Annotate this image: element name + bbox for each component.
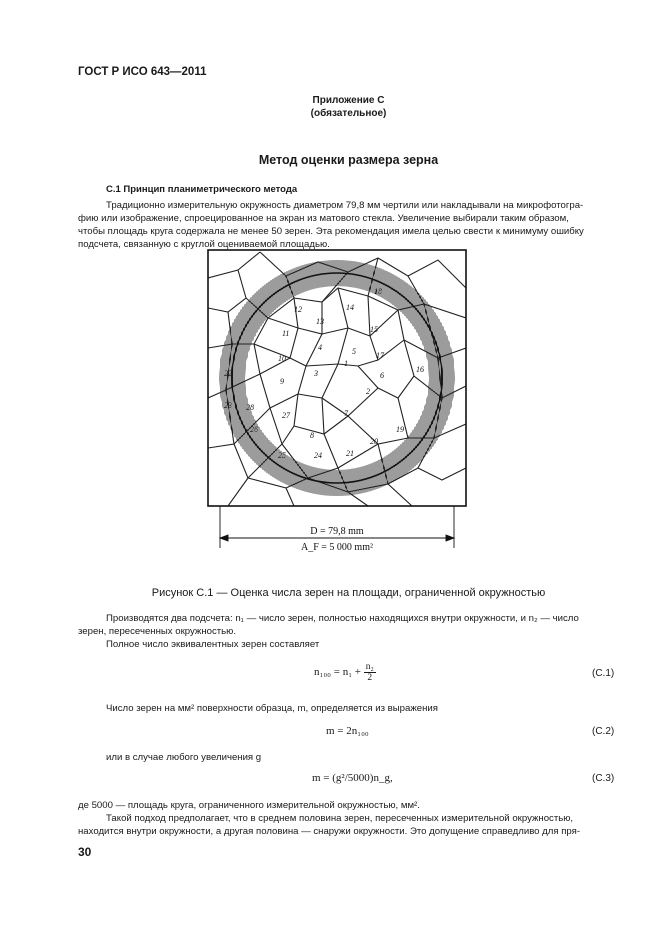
grain-number: 28 [246, 403, 254, 412]
para5-line: де 5000 — площадь круга, ограниченного измерительной окружностью, мм². [78, 800, 420, 811]
para3-line: Число зерен на мм² поверхности образца, m, определяется из выражения [106, 703, 438, 714]
area-label: A_F = 5 000 mm² [301, 542, 373, 553]
grain-number: 16 [416, 365, 424, 374]
para2-line: зерен, пересеченных окружностью. [78, 626, 236, 638]
grain-number: 5 [352, 347, 356, 356]
grain-number: 4 [318, 343, 322, 352]
grain-number: 22 [224, 369, 232, 378]
eq1-lhs: n₁₀₀ = n₁ + [314, 666, 361, 679]
para2-line: Полное число эквивалентных зерен составляет [106, 639, 320, 651]
arrow-right-icon [446, 535, 454, 541]
grain-number: 10 [278, 354, 286, 363]
grain-number: 7 [344, 409, 348, 418]
paragraph-density [78, 702, 614, 715]
grain-number: 2 [366, 387, 370, 396]
document-header: ГОСТ Р ИСО 643—2011 [78, 66, 207, 78]
diameter-label: D = 79,8 mm [310, 526, 364, 537]
para5-line: Такой подход предполагает, что в среднем половина зерен, пересеченных измерительной окружностью, [106, 813, 574, 825]
equation-number-c2: (С.2) [592, 726, 615, 737]
grain-figure [198, 248, 478, 558]
grain-number: 9 [280, 377, 284, 386]
para4-line: или в случае любого увеличения g [106, 752, 262, 763]
appendix-heading [0, 94, 661, 120]
grain-number: 1 [344, 359, 348, 368]
paragraph-intro [78, 199, 614, 251]
para2-line: Производятся два подсчета: n₁ — число зерен, полностью находящихся внутри окружности, и n₂ — число [106, 613, 579, 624]
appendix-title: Приложение С [312, 95, 385, 106]
grain-map [208, 252, 466, 506]
grain-number: 20 [370, 437, 378, 446]
equation-number-c3: (С.3) [592, 773, 615, 784]
grain-number: 25 [278, 451, 286, 460]
grain-number: 15 [370, 325, 378, 334]
figure-caption: Рисунок С.1 — Оценка числа зерен на площади, ограниченной окружностью [151, 587, 546, 599]
paragraph-counts [78, 612, 614, 651]
equation-c3: m = (g²/5000)n_g, [312, 772, 393, 784]
equation-c2: m = 2n₁₀₀ [326, 725, 369, 737]
page-number: 30 [78, 845, 92, 859]
grain-number: 8 [310, 431, 314, 440]
inner-grain-area [245, 286, 429, 470]
grain-number: 19 [396, 425, 404, 434]
para1-line: чтобы площадь круга содержала не менее 50 зерен. Эта рекомендация имела целью свести к минимуму ошибку [78, 226, 584, 238]
grain-number: 12 [294, 305, 302, 314]
eq1-numerator: n₂ [365, 662, 374, 672]
grain-number: 18 [374, 287, 382, 296]
equation-c1 [314, 662, 376, 683]
para5-line: находится внутри окружности, а другая половина — снаружи окружности. Это допущение справедливо для пря- [78, 826, 581, 838]
para1-line: подсчета, связанную с круглой оцениваемой площадью. [78, 239, 330, 251]
equation-number-c1: (С.1) [592, 668, 615, 679]
grain-number: 13 [316, 317, 324, 326]
subsection-heading: С.1 Принцип планиметрического метода [106, 184, 298, 195]
grain-number: 24 [314, 451, 322, 460]
eq1-fraction [364, 662, 376, 683]
grain-number: 27 [282, 411, 290, 420]
grain-number: 3 [314, 369, 318, 378]
grain-number: 21 [346, 449, 354, 458]
grain-number: 23 [224, 401, 232, 410]
eq1-denominator: 2 [367, 673, 373, 683]
paragraph-assumption [78, 799, 614, 838]
grain-number: 14 [346, 303, 354, 312]
arrow-left-icon [220, 535, 228, 541]
grain-number: 6 [380, 371, 384, 380]
grain-number: 26 [250, 425, 258, 434]
para1-line: фию или изображение, спроецированное на экран из матового стекла. Увеличение выбирали таким образом, [78, 213, 569, 225]
para1-line: Традиционно измерительную окружность диаметром 79,8 мм чертили или накладывали на микрофотогра- [106, 200, 584, 211]
section-title: Метод оценки размера зерна [258, 153, 439, 167]
paragraph-magnification [78, 751, 614, 764]
appendix-status: (обязательное) [310, 108, 387, 119]
grain-number: 17 [376, 351, 384, 360]
grain-number: 11 [282, 329, 290, 338]
